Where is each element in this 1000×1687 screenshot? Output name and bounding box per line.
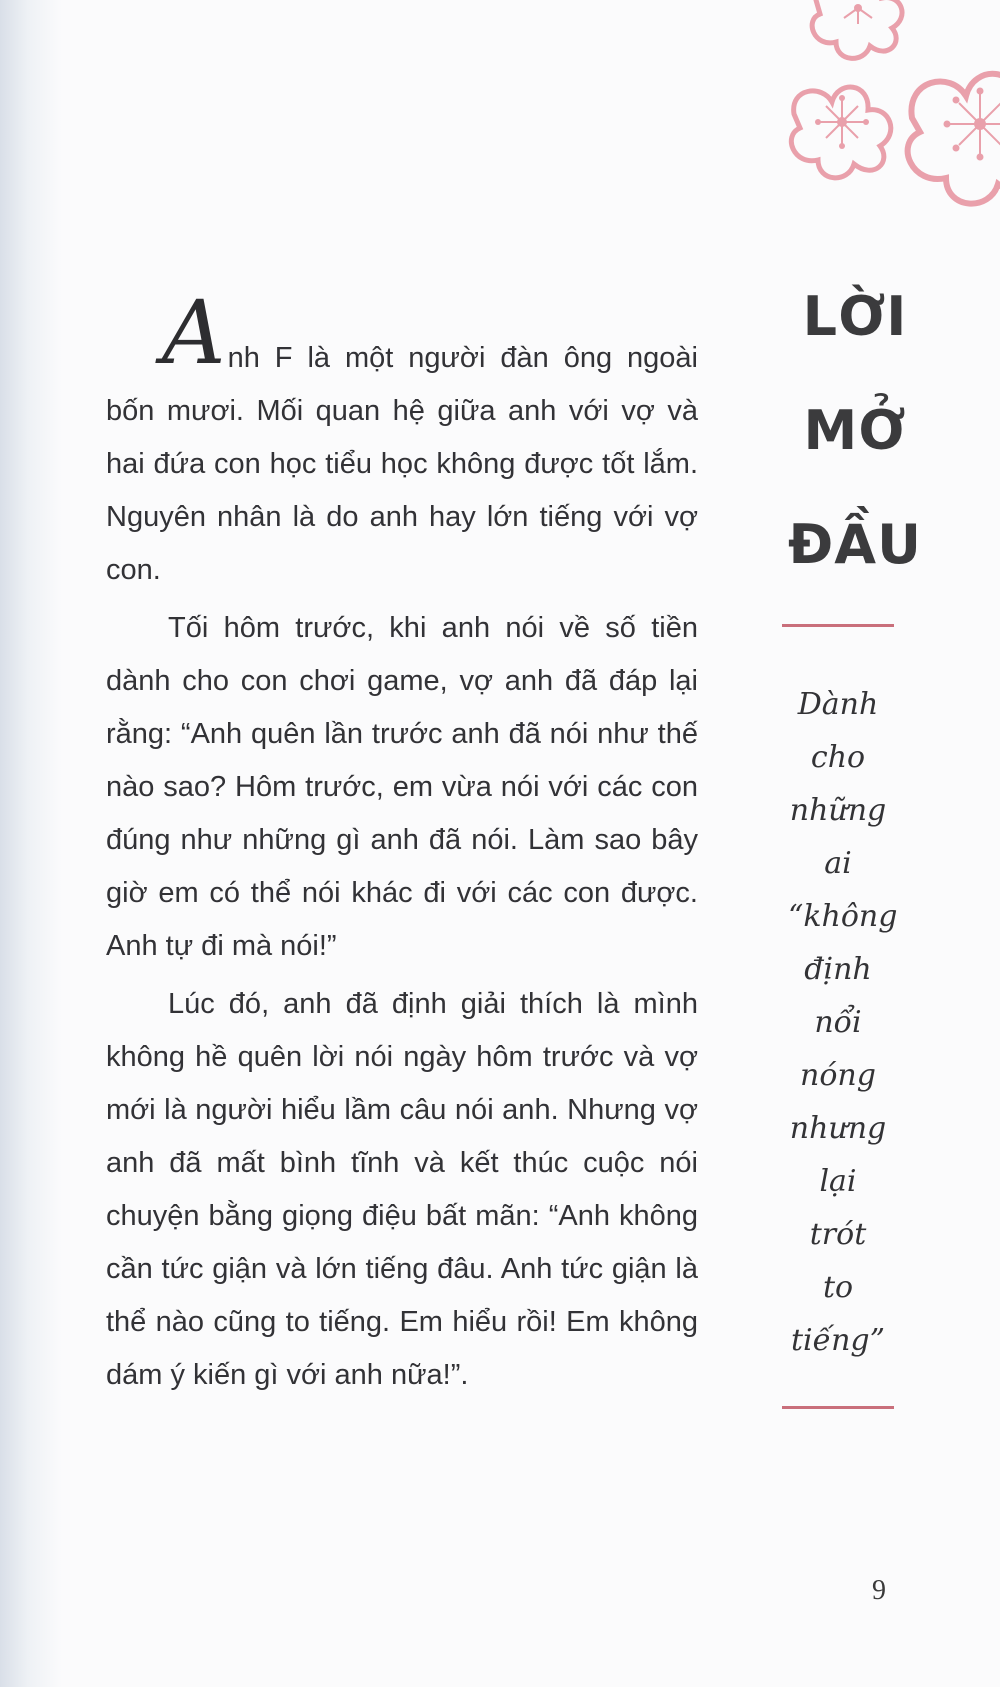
subtitle-line: trót (809, 1217, 867, 1252)
paragraph-3: Lúc đó, anh đã định giải thích là mình không hề quên lời nói ngày hôm trước và vợ mới là người hiểu lầm câu nói anh. Nhưng vợ anh đã mất bình tĩnh và kết thúc cuộc nói chuyện bằng giọng điệu bất mãn: “Anh không cần tức giận và lớn tiếng đâu. Anh tức giận là thể nào cũng to tiếng. Em hiểu rồi! Em không dám ý kiến gì với anh nữa!”. (106, 988, 698, 1391)
chapter-title-line: LỜI (802, 285, 908, 348)
flower-decoration (760, 0, 1000, 220)
flower-icon (791, 87, 890, 178)
dropcap: A (162, 281, 226, 384)
divider-top (782, 624, 894, 627)
body-text (106, 281, 698, 1407)
flower-icon (908, 74, 1000, 204)
subtitle-line: to (822, 1270, 854, 1305)
subtitle-line: tiếng” (791, 1323, 885, 1358)
chapter-title-line: ĐẦU (788, 513, 922, 576)
chapter-title-line: MỞ (803, 399, 907, 462)
subtitle-line: định (804, 952, 872, 987)
divider-bottom (782, 1406, 894, 1409)
flower-icon (812, 0, 902, 58)
paragraph-text: nh F là một người đàn ông ngoài bốn mươi. Mối quan hệ giữa anh với vợ và hai đứa con học tiểu học không được tốt lắm. Nguyên nhân là do anh hay lớn tiếng với vợ con. (106, 342, 698, 586)
subtitle-line: nóng (800, 1058, 876, 1093)
chapter-subtitle (788, 678, 898, 1367)
subtitle-line: “không (788, 899, 898, 934)
subtitle-line: những (789, 793, 887, 828)
paragraph-1 (106, 281, 698, 597)
subtitle-line: cho (810, 740, 866, 775)
chapter-heading (780, 260, 930, 602)
subtitle-line: nhưng (789, 1111, 887, 1146)
paragraph-2: Tối hôm trước, khi anh nói về số tiền dành cho con chơi game, vợ anh đã đáp lại rằng: “Anh quên lần trước anh đã nói như thế nào sao? Hôm trước, em vừa nói với các con đúng như những gì anh đã nói. Làm sao bây giờ em có thể nói khác đi với các con được. Anh tự đi mà nói!” (106, 612, 698, 962)
subtitle-line: Dành (797, 687, 879, 722)
subtitle-line: lại (819, 1164, 857, 1199)
page-number: 9 (872, 1575, 886, 1606)
subtitle-line: nổi (814, 1005, 862, 1040)
subtitle-line: ai (824, 846, 852, 881)
